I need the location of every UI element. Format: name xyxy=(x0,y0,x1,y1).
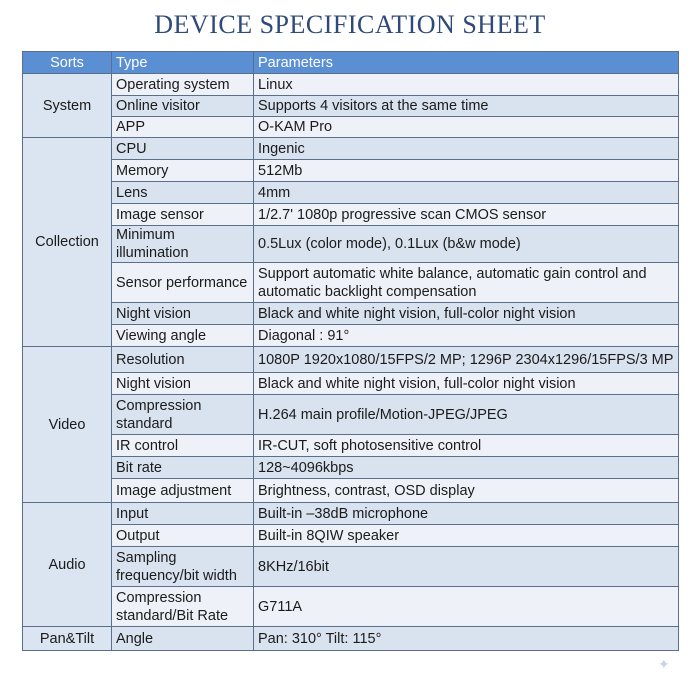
table-row xyxy=(23,395,679,435)
spec-table-body xyxy=(23,74,679,651)
table-row xyxy=(23,479,679,503)
type-cell: Online visitor xyxy=(112,96,254,117)
parameter-cell: H.264 main profile/Motion-JPEG/JPEG xyxy=(254,395,679,435)
table-row xyxy=(23,457,679,479)
parameter-cell: 512Mb xyxy=(254,160,679,182)
sort-cell: Pan&Tilt xyxy=(23,627,112,651)
sort-cell: Audio xyxy=(23,503,112,627)
table-row xyxy=(23,74,679,96)
parameter-cell: 1/2.7' 1080p progressive scan CMOS sensor xyxy=(254,204,679,226)
type-cell: Resolution xyxy=(112,347,254,373)
type-cell: Bit rate xyxy=(112,457,254,479)
type-cell: Sampling frequency/bit width xyxy=(112,547,254,587)
parameter-cell: Supports 4 visitors at the same time xyxy=(254,96,679,117)
table-row xyxy=(23,347,679,373)
type-cell: IR control xyxy=(112,435,254,457)
sort-cell: Collection xyxy=(23,138,112,347)
parameter-cell: 8KHz/16bit xyxy=(254,547,679,587)
table-row xyxy=(23,160,679,182)
parameter-cell: Linux xyxy=(254,74,679,96)
header-parameters: Parameters xyxy=(254,52,679,74)
parameter-cell: Diagonal : 91° xyxy=(254,325,679,347)
parameter-cell: Brightness, contrast, OSD display xyxy=(254,479,679,503)
parameter-cell: 4mm xyxy=(254,182,679,204)
type-cell: Night vision xyxy=(112,303,254,325)
type-cell: APP xyxy=(112,117,254,138)
table-row xyxy=(23,138,679,160)
type-cell: Angle xyxy=(112,627,254,651)
table-row xyxy=(23,226,679,263)
parameter-cell: IR-CUT, soft photosensitive control xyxy=(254,435,679,457)
table-row xyxy=(23,263,679,303)
type-cell: Sensor performance xyxy=(112,263,254,303)
type-cell: Lens xyxy=(112,182,254,204)
type-cell: CPU xyxy=(112,138,254,160)
type-cell: Compression standard/Bit Rate xyxy=(112,587,254,627)
sort-cell: System xyxy=(23,74,112,138)
table-header-row xyxy=(23,52,679,74)
type-cell: Viewing angle xyxy=(112,325,254,347)
parameter-cell: Built-in 8QIW speaker xyxy=(254,525,679,547)
parameter-cell: O-KAM Pro xyxy=(254,117,679,138)
header-sorts: Sorts xyxy=(23,52,112,74)
type-cell: Operating system xyxy=(112,74,254,96)
parameter-cell: Built-in –38dB microphone xyxy=(254,503,679,525)
parameter-cell: 0.5Lux (color mode), 0.1Lux (b&w mode) xyxy=(254,226,679,263)
type-cell: Night vision xyxy=(112,373,254,395)
parameter-cell: G711A xyxy=(254,587,679,627)
type-cell: Minimum illumination xyxy=(112,226,254,263)
table-row xyxy=(23,117,679,138)
page-title: DEVICE SPECIFICATION SHEET xyxy=(154,10,546,39)
type-cell: Compression standard xyxy=(112,395,254,435)
table-row xyxy=(23,435,679,457)
type-cell: Output xyxy=(112,525,254,547)
table-row xyxy=(23,587,679,627)
parameter-cell: Black and white night vision, full-color night vision xyxy=(254,303,679,325)
table-row xyxy=(23,182,679,204)
type-cell: Input xyxy=(112,503,254,525)
sort-cell: Video xyxy=(23,347,112,503)
spec-table xyxy=(22,51,679,651)
table-row xyxy=(23,204,679,226)
type-cell: Image sensor xyxy=(112,204,254,226)
table-row xyxy=(23,503,679,525)
type-cell: Image adjustment xyxy=(112,479,254,503)
parameter-cell: 128~4096kbps xyxy=(254,457,679,479)
type-cell: Memory xyxy=(112,160,254,182)
table-row xyxy=(23,96,679,117)
table-row xyxy=(23,627,679,651)
table-row xyxy=(23,373,679,395)
sparkle-icon: ✦ xyxy=(658,656,670,672)
table-row xyxy=(23,303,679,325)
parameter-cell: Black and white night vision, full-color night vision xyxy=(254,373,679,395)
parameter-cell: Ingenic xyxy=(254,138,679,160)
parameter-cell: Pan: 310° Tilt: 115° xyxy=(254,627,679,651)
table-row xyxy=(23,547,679,587)
header-type: Type xyxy=(112,52,254,74)
table-row xyxy=(23,525,679,547)
parameter-cell: Support automatic white balance, automatic gain control and automatic backlight compensation xyxy=(254,263,679,303)
table-row xyxy=(23,325,679,347)
parameter-cell: 1080P 1920x1080/15FPS/2 MP; 1296P 2304x1296/15FPS/3 MP xyxy=(254,347,679,373)
